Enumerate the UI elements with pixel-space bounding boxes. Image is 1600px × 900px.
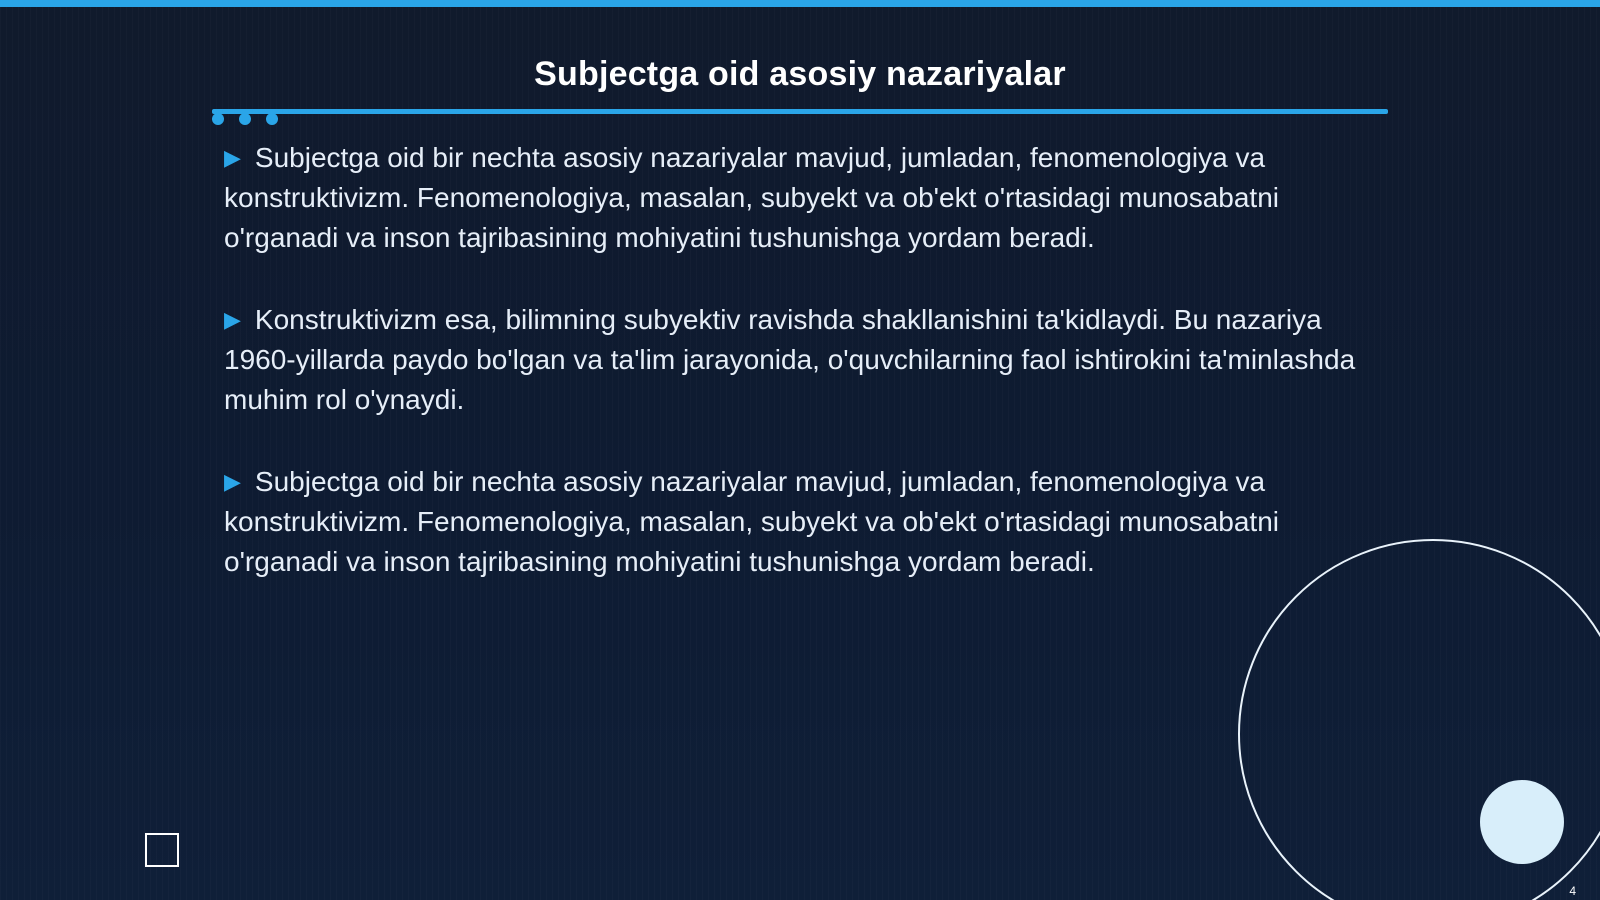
title-underline [212,109,1388,114]
bullet-text: Subjectga oid bir nechta asosiy nazariyalar mavjud, jumladan, fenomenologiya va konstruktivizm. Fenomenologiya, masalan, subyekt va ob'ekt o'rtasidagi munosabatni o'rganadi va inson tajribasining mohiyatini tushunishga yordam beradi. [224,142,1280,253]
top-accent-bar [0,0,1600,7]
decor-dot [239,113,251,125]
page-number: 4 [1569,884,1576,898]
bullet-arrow-icon: ▶ [224,469,241,494]
decor-circle-filled [1480,780,1564,864]
bullet-text: Subjectga oid bir nechta asosiy nazariyalar mavjud, jumladan, fenomenologiya va konstruktivizm. Fenomenologiya, masalan, subyekt va ob'ekt o'rtasidagi munosabatni o'rganadi va inson tajribasining mohiyatini tushunishga yordam beradi. [224,466,1280,577]
bullet-list [224,138,1384,624]
bullet-arrow-icon: ▶ [224,145,241,170]
decor-dot [212,113,224,125]
decor-dot [266,113,278,125]
bullet-item [224,300,1384,420]
bullet-text: Konstruktivizm esa, bilimning subyektiv ravishda shakllanishini ta'kidlaydi. Bu nazariya 1960-yillarda paydo bo'lgan va ta'lim jarayonida, o'quvchilarning faol ishtirokini ta'minlashda muhim rol o'ynaydi. [224,304,1356,415]
bullet-item [224,462,1384,582]
bullet-item [224,138,1384,258]
bullet-arrow-icon: ▶ [224,307,241,332]
decor-square [145,833,179,867]
slide-title: Subjectga oid asosiy nazariyalar [534,55,1066,93]
